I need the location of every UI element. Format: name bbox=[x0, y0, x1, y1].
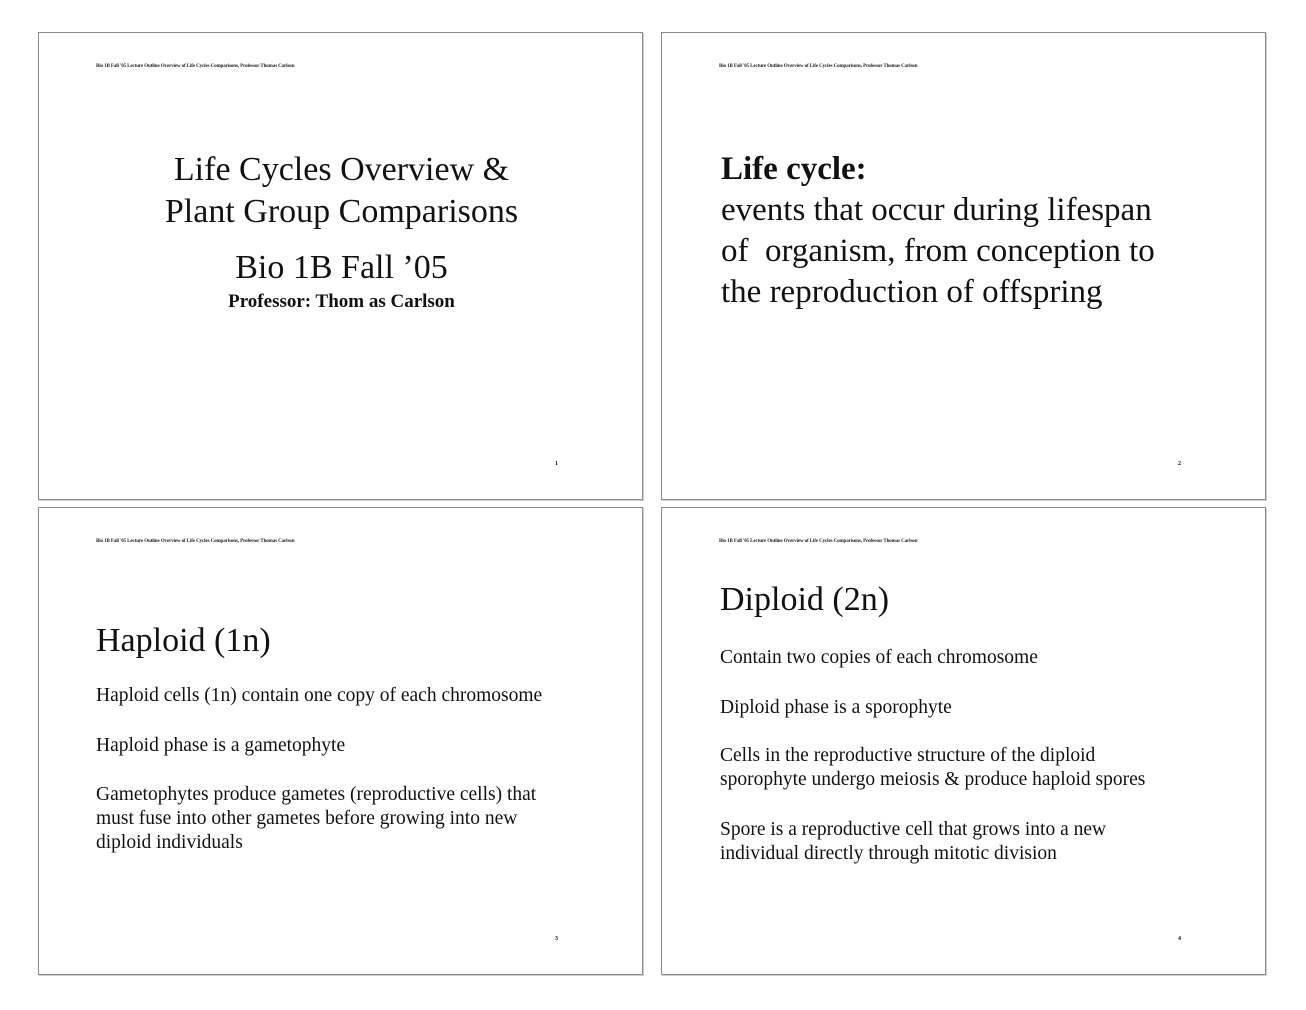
paragraph-line: Diploid phase is a sporophyte bbox=[720, 697, 952, 718]
course-title: Bio 1B Fall ’05 bbox=[235, 249, 448, 286]
paragraph-line: sporophyte undergo meiosis & produce haploid spores bbox=[720, 769, 1146, 790]
slide-header: Bio 1B Fall '05 Lecture Outline Overview of Life Cycles Comparisons, Professor Thomas Carlson bbox=[96, 539, 295, 544]
body-line-3: the reproduction of offspring bbox=[721, 274, 1103, 310]
paragraph-line: Haploid phase is a gametophyte bbox=[96, 735, 346, 756]
slide-header: Bio 1B Fall '05 Lecture Outline Overview of Life Cycles Comparisons, Professor Thomas Carlson bbox=[719, 64, 918, 69]
paragraph-3 bbox=[720, 744, 1145, 792]
slide-1 bbox=[38, 32, 643, 500]
page-number: 2 bbox=[1178, 461, 1181, 467]
paragraph-line: must fuse into other gametes before growing into new bbox=[96, 808, 518, 829]
slide-header: Bio 1B Fall '05 Lecture Outline Overview of Life Cycles Comparisons, Professor Thomas Carlson bbox=[719, 539, 918, 544]
page-number: 3 bbox=[555, 936, 558, 942]
paragraph-line: diploid individuals bbox=[96, 832, 243, 853]
title-line-1: Life Cycles Overview & bbox=[173, 151, 510, 188]
life-cycle-definition bbox=[721, 149, 1155, 313]
paragraph-line: Haploid cells (1n) contain one copy of each chromosome bbox=[96, 685, 543, 706]
slide-heading: Diploid (2n) bbox=[720, 581, 890, 618]
paragraph-3 bbox=[96, 783, 536, 855]
paragraph-line: Cells in the reproductive structure of the diploid bbox=[720, 745, 1096, 766]
body-line-1: events that occur during lifespan bbox=[721, 192, 1152, 228]
page-number: 1 bbox=[555, 461, 558, 467]
paragraph-4 bbox=[720, 818, 1106, 866]
slide-heading: Haploid (1n) bbox=[96, 622, 271, 659]
paragraph-line: individual directly through mitotic division bbox=[720, 843, 1057, 864]
slide-3 bbox=[38, 507, 643, 975]
paragraph-line: Spore is a reproductive cell that grows into a new bbox=[720, 819, 1107, 840]
paragraph-2 bbox=[720, 696, 952, 720]
paragraph-line: Contain two copies of each chromosome bbox=[720, 647, 1038, 668]
page-number: 4 bbox=[1178, 936, 1181, 942]
title-line-2: Plant Group Comparisons bbox=[164, 193, 519, 230]
paragraph-1 bbox=[720, 646, 1038, 670]
slide-title bbox=[39, 149, 644, 233]
paragraph-2 bbox=[96, 734, 345, 758]
slide-heading: Life cycle: bbox=[721, 151, 867, 187]
slide-4 bbox=[661, 507, 1266, 975]
slide-header: Bio 1B Fall '05 Lecture Outline Overview of Life Cycles Comparisons, Professor Thomas Carlson bbox=[96, 64, 295, 69]
slide-2 bbox=[661, 32, 1266, 500]
paragraph-line: Gametophytes produce gametes (reproductive cells) that bbox=[96, 784, 537, 805]
professor-name: Professor: Thom as Carlson bbox=[228, 291, 455, 312]
paragraph-1 bbox=[96, 684, 542, 708]
body-line-2: of organism, from conception to bbox=[721, 233, 1155, 269]
